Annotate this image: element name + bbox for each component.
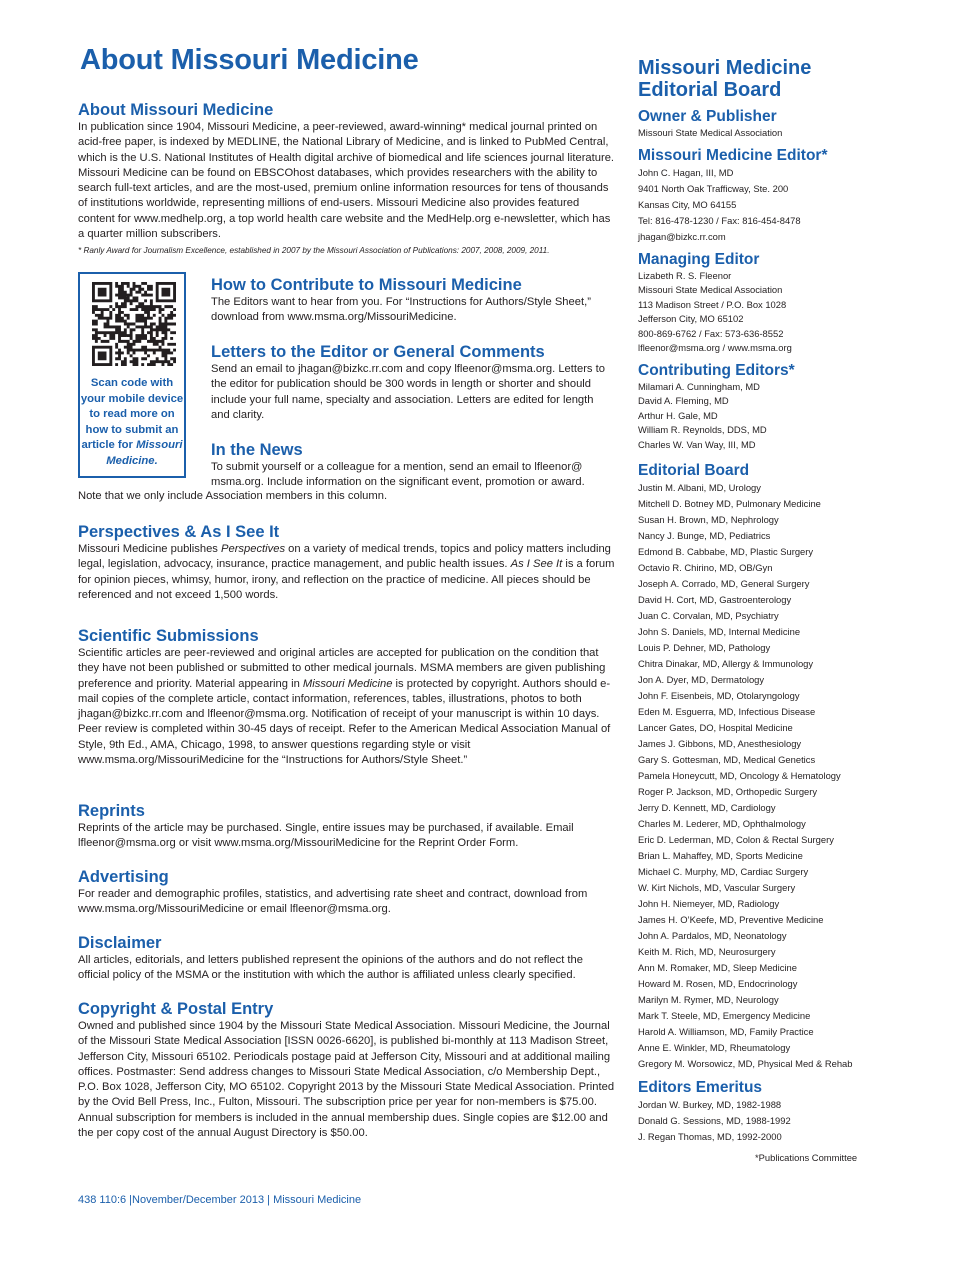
qr-caption-line: Scan code with — [90, 377, 174, 389]
list-item: Gary S. Gottesman, MD, Medical Genetics — [638, 754, 816, 765]
list-item: Lizabeth R. S. Fleenor — [638, 269, 732, 281]
qr-code-box — [78, 272, 186, 478]
emeritus-list — [638, 1097, 898, 1145]
editor-contact — [638, 165, 898, 245]
list-item: Octavio R. Chirino, MD, OB/Gyn — [638, 562, 773, 573]
list-item: Michael C. Murphy, MD, Cardiac Surgery — [638, 866, 809, 877]
contribute-text: The Editors want to hear from you. For “Instructions for Authors/Style Sheet,” download from www.msma.org/MissouriMedicine. — [211, 296, 591, 324]
advertising-heading: Advertising — [78, 868, 169, 886]
contribute-heading: How to Contribute to Missouri Medicine — [211, 276, 522, 294]
list-item: Justin M. Albani, MD, Urology — [638, 482, 761, 493]
owner-name: Missouri State Medical Association — [638, 127, 783, 138]
list-item: Tel: 816-478-1230 / Fax: 816-454-8478 — [638, 214, 801, 226]
managing-editor-heading: Managing Editor — [638, 250, 760, 268]
page-title: About Missouri Medicine — [80, 44, 419, 76]
list-item: Keith M. Rich, MD, Neurosurgery — [638, 946, 776, 957]
list-item: Eden M. Esguerra, MD, Infectious Disease — [638, 706, 816, 717]
news-text-3: Note that we only include Association members in this column. — [78, 490, 388, 502]
list-item: Pamela Honeycutt, MD, Oncology & Hematology — [638, 770, 841, 781]
reprints-heading: Reprints — [78, 802, 145, 820]
advertising-text: For reader and demographic profiles, statistics, and advertising rate sheet and contract, download from www.msma.org/MissouriMedicine or email lfleenor@msma.org. — [78, 888, 588, 916]
news-section — [211, 440, 615, 491]
list-item: Edmond B. Cabbabe, MD, Plastic Surgery — [638, 546, 814, 557]
list-item: Jefferson City, MO 65102 — [638, 313, 744, 324]
list-item: jhagan@bizkc.rr.com — [638, 230, 726, 242]
contributing-editors-list — [638, 380, 898, 453]
list-item: Mark T. Steele, MD, Emergency Medicine — [638, 1010, 811, 1021]
contribute-section — [211, 275, 615, 326]
about-section — [78, 100, 615, 257]
reprints-text: Reprints of the article may be purchased. Single, entire issues may be purchased, if available. Email lfleenor@msma.org or visit www.msma.org/MissouriMedicine for the Reprint Order Form. — [78, 822, 574, 850]
list-item: 9401 North Oak Trafficway, Ste. 200 — [638, 182, 789, 194]
list-item: Jon A. Dyer, MD, Dermatology — [638, 674, 765, 685]
list-item: Juan C. Corvalan, MD, Psychiatry — [638, 610, 779, 621]
award-footnote: * Ranly Award for Journalism Excellence, established in 2007 by the Missouri Association of Publications: 2007, 2008, 2009, 2011. — [78, 246, 550, 256]
list-item: James J. Gibbons, MD, Anesthesiology — [638, 738, 802, 749]
news-text-2: msma.org. Include information on the significant event, promotion or award. — [211, 476, 585, 489]
list-item: Chitra Dinakar, MD, Allergy & Immunology — [638, 658, 814, 669]
qr-caption-line: to read more on — [89, 408, 175, 421]
editor-heading: Missouri Medicine Editor* — [638, 146, 828, 164]
perspectives-section — [78, 522, 615, 603]
editorial-board-column — [638, 57, 898, 1145]
disclaimer-section — [78, 933, 615, 984]
list-item: Howard M. Rosen, MD, Endocrinology — [638, 978, 798, 989]
managing-editor-contact — [638, 269, 898, 356]
scientific-section — [78, 626, 615, 768]
board-title: Missouri Medicine Editorial Board — [638, 57, 812, 101]
qr-caption-line: your mobile device — [80, 392, 184, 405]
copyright-heading: Copyright & Postal Entry — [78, 1000, 274, 1018]
list-item: 800-869-6762 / Fax: 573-636-8552 — [638, 327, 784, 339]
scientific-text: Scientific articles are peer-reviewed and original articles are accepted for publication on the condition that they have not been published or submitted to other medical journals. MSMA members are given publishing preference and priority. Material appearing in Missouri Medicine is protected by copyright. Authors should e-mail copies of the complete article, contact information, references, tables, illustrations, photos to both jhagan@bizkc.rr.com and lfleenor@msma.org. Notification of receipt of your manuscript is within 10 days. Peer review is completed within 30-45 days of receipt. Refer to the American Medical Association Manual of Style, 9th Ed., AMA, Chicago, 1998, to answer questions regarding style or visit www.msma.org/MissouriMedicine for the “Instructions for Authors/Style Sheet.” — [78, 647, 611, 767]
editorial-board-list — [638, 480, 898, 1072]
list-item: David H. Cort, MD, Gastroenterology — [638, 594, 792, 605]
list-item: Brian L. Mahaffey, MD, Sports Medicine — [638, 850, 803, 861]
about-text: In publication since 1904, Missouri Medicine, a peer-reviewed, award-winning* medical journal printed on acid-free paper, is indexed by MEDLINE, the National Library of Medicine, and is linked to PubMed Central, which is the U.S. National Institutes of Health digital archive of biomedical and life sciences journal literature. Missouri Medicine can be found on EBSCOhost databases, which provides researchers with the ability to search full-text articles, and are the most-used, premium online information resources for tens of thousands of institutions worldwide, representing millions of end-users. Missouri Medicine also provides featured content for www.medhelp.org, a top world health care website and the MedHelp.org e-newsletter, which has a quarter million subscribers. — [78, 121, 615, 241]
copyright-section — [78, 999, 615, 1141]
list-item: Marilyn M. Rymer, MD, Neurology — [638, 994, 779, 1005]
letters-heading: Letters to the Editor or General Comments — [211, 343, 545, 361]
owner-heading: Owner & Publisher — [638, 108, 777, 125]
list-item: Lancer Gates, DO, Hospital Medicine — [638, 722, 793, 733]
list-item: Louis P. Dehner, MD, Pathology — [638, 642, 771, 653]
list-item: William R. Reynolds, DDS, MD — [638, 424, 767, 435]
list-item: Charles M. Lederer, MD, Ophthalmology — [638, 818, 806, 829]
list-item: John H. Niemeyer, MD, Radiology — [638, 898, 780, 909]
list-item: 113 Madison Street / P.O. Box 1028 — [638, 298, 787, 310]
qr-code-image[interactable] — [92, 282, 176, 366]
perspectives-heading: Perspectives & As I See It — [78, 523, 280, 541]
editorial-board-heading: Editorial Board — [638, 462, 750, 479]
letters-text: Send an email to jhagan@bizkc.rr.com and copy lfleenor@msma.org. Letters to the editor for publication should be 300 words in length or shorter and should include your full name, specialty and association. Letters are edited for length and clarity. — [211, 363, 605, 421]
qr-caption-line: Medicine. — [106, 454, 158, 467]
news-heading: In the News — [211, 441, 303, 459]
list-item: Roger P. Jackson, MD, Orthopedic Surgery — [638, 786, 818, 797]
qr-caption-line: how to submit an — [85, 423, 179, 436]
news-continuation — [78, 489, 615, 504]
list-item: Donald G. Sessions, MD, 1988-1992 — [638, 1115, 791, 1126]
list-item: J. Regan Thomas, MD, 1992-2000 — [638, 1131, 782, 1142]
disclaimer-text: All articles, editorials, and letters published represent the opinions of the authors and do not reflect the official policy of the MSMA or the institution with which the author is affiliated unless clearly specified. — [78, 954, 583, 982]
list-item: John F. Eisenbeis, MD, Otolaryngology — [638, 690, 800, 701]
list-item: Susan H. Brown, MD, Nephrology — [638, 514, 779, 525]
list-item: Jordan W. Burkey, MD, 1982-1988 — [638, 1099, 782, 1110]
perspectives-text: Missouri Medicine publishes Perspectives on a variety of medical trends, topics and policy matters including legal, legislation, advocacy, insurance, practice management, and public health issues. As I See It is a forum for opinion pieces, whimsy, humor, irony, and reflection on the practice of medicine. All pieces should be referenced and not exceed 1,500 words. — [78, 543, 615, 601]
list-item: Charles W. Van Way, III, MD — [638, 438, 756, 450]
list-item: W. Kirt Nichols, MD, Vascular Surgery — [638, 882, 796, 893]
contributing-editors-heading: Contributing Editors* — [638, 361, 795, 379]
list-item: Gregory M. Worsowicz, MD, Physical Med & Rehab — [638, 1058, 853, 1069]
qr-caption — [80, 376, 184, 470]
about-heading: About Missouri Medicine — [78, 101, 274, 119]
list-item: Mitchell D. Botney MD, Pulmonary Medicine — [638, 498, 821, 509]
reprints-section — [78, 801, 615, 852]
disclaimer-heading: Disclaimer — [78, 934, 162, 952]
copyright-text: Owned and published since 1904 by the Missouri State Medical Association. Missouri Medicine, the Journal of the Missouri State Medical Association [ISSN 0026-6620], is published bi-monthly at 113 Madison Street, Jefferson City, Missouri 65102. Periodicals postage paid at Jefferson City, Missouri and at additional mailing offices. Postmaster: Send address changes to Missouri State Medical Association, c/o Membership Dept., P.O. Box 1028, Jefferson City, MO 65102. Copyright 2013 by the Missouri State Medical Association. Printed by the Ovid Bell Press, Inc., Fulton, Missouri. The subscription price per year for non-members is $75.00. Annual subscription for members is included in the annual membership dues. Single copies are $12.00 and the per copy cost of the annual August Directory is $50.00. — [78, 1020, 615, 1140]
list-item: lfleenor@msma.org / www.msma.org — [638, 342, 792, 353]
list-item: James H. O’Keefe, MD, Preventive Medicine — [638, 914, 824, 925]
news-text-1: To submit yourself or a colleague for a mention, send an email to lfleenor@ — [211, 461, 583, 473]
list-item: Joseph A. Corrado, MD, General Surgery — [638, 578, 810, 589]
list-item: Kansas City, MO 64155 — [638, 198, 737, 210]
emeritus-heading: Editors Emeritus — [638, 1079, 763, 1096]
list-item: Missouri State Medical Association — [638, 284, 783, 295]
list-item: Eric D. Lederman, MD, Colon & Rectal Surgery — [638, 834, 834, 845]
list-item: Ann M. Romaker, MD, Sleep Medicine — [638, 962, 797, 973]
scientific-heading: Scientific Submissions — [78, 627, 259, 645]
publications-committee-note: *Publications Committee — [755, 1152, 858, 1163]
list-item: Jerry D. Kennett, MD, Cardiology — [638, 802, 776, 813]
list-item: John S. Daniels, MD, Internal Medicine — [638, 626, 801, 637]
page-footer: 438 110:6 |November/December 2013 | Missouri Medicine — [78, 1194, 362, 1206]
list-item: Arthur H. Gale, MD — [638, 409, 718, 421]
qr-modules — [92, 282, 176, 366]
qr-caption-line: article for Missouri — [81, 439, 183, 452]
list-item: Harold A. Williamson, MD, Family Practice — [638, 1026, 814, 1037]
advertising-section — [78, 867, 615, 918]
list-item: John C. Hagan, III, MD — [638, 166, 734, 178]
list-item: John A. Pardalos, MD, Neonatology — [638, 930, 787, 941]
letters-section — [211, 342, 615, 423]
list-item: Anne E. Winkler, MD, Rheumatology — [638, 1042, 791, 1053]
list-item: Milamari A. Cunningham, MD — [638, 380, 760, 392]
list-item: Nancy J. Bunge, MD, Pediatrics — [638, 530, 771, 541]
list-item: David A. Fleming, MD — [638, 395, 729, 406]
